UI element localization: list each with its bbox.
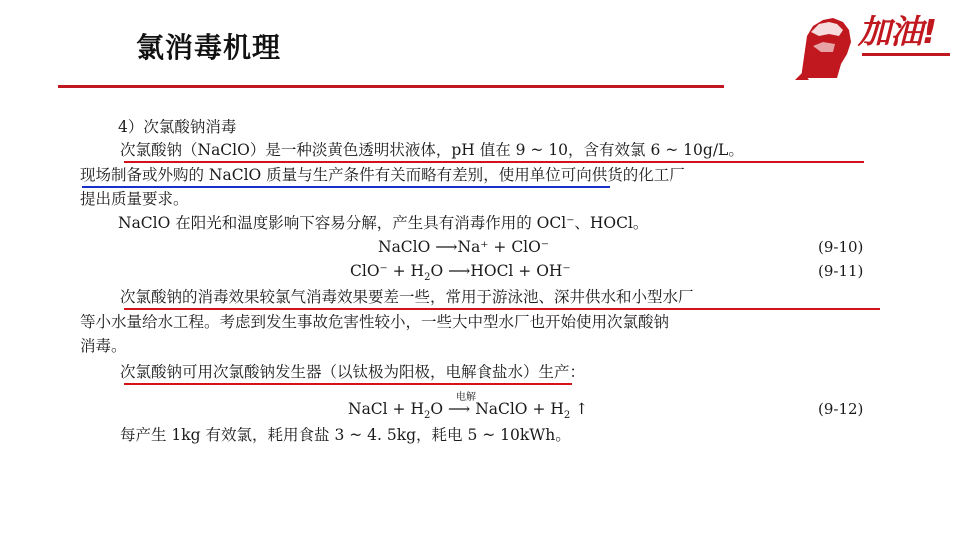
text-line-2b: ，使用单位可向供货的化工厂 xyxy=(483,166,685,184)
eq3-right-b: ↑ xyxy=(570,400,589,418)
equation-9-10 xyxy=(378,238,549,256)
logo-underline xyxy=(862,53,950,56)
textbook-excerpt xyxy=(80,110,892,455)
section-heading: 4）次氯酸钠消毒 xyxy=(118,118,237,136)
equation-number-9-12: (9-12) xyxy=(818,400,864,418)
red-underline-3 xyxy=(124,383,572,385)
text-line-3: 提出质量要求。 xyxy=(80,190,189,208)
equation-9-11 xyxy=(350,262,571,287)
text-line-5: 次氯酸钠的消毒效果较氯气消毒效果要差一些，常用于游泳池、深井供水和小型水厂 xyxy=(120,288,694,306)
equation-number-9-11: (9-11) xyxy=(818,262,864,280)
text-line-9: 每产生 1kg 有效氯，耗用食盐 3 ~ 4. 5kg，耗电 5 ~ 10kWh。 xyxy=(120,426,571,444)
eq1-right: Na⁺ + ClO⁻ xyxy=(457,238,550,256)
text-line-7: 消毒。 xyxy=(80,337,127,355)
eq3-left-sub: 2 xyxy=(423,410,431,422)
text-line-8: 次氯酸钠可用次氯酸钠发生器（以钛极为阳极，电解食盐水）生产： xyxy=(120,363,586,381)
red-underline-1 xyxy=(124,161,864,163)
text-line-2 xyxy=(80,166,685,184)
page-title: 氯消毒机理 xyxy=(136,31,282,64)
electrolysis-arrow: 电解 ⟶ xyxy=(448,400,470,418)
logo-text: 加油! xyxy=(858,12,937,51)
text-line-6: 等小水量给水工程。考虑到发生事故危害性较小，一些大中型水厂也开始使用次氯酸钠 xyxy=(80,313,670,331)
eq3-left-a: NaCl + H xyxy=(348,400,424,418)
text-line-2a: 现场制备或外购的 NaClO 质量与生产条件有关而略有差别 xyxy=(80,166,484,184)
eq3-left-b: O xyxy=(430,400,444,418)
red-underline-2 xyxy=(124,308,880,310)
eq2-left-sub: 2 xyxy=(424,272,431,284)
eq3-right-sub: 2 xyxy=(563,410,571,422)
eq2-left-b: O xyxy=(430,262,444,280)
equation-9-12 xyxy=(348,392,589,425)
eq1-left: NaClO xyxy=(378,238,431,256)
eq2-right: HOCl + OH⁻ xyxy=(470,262,571,280)
reaction-arrow: ⟶ xyxy=(435,238,458,256)
text-line-1: 次氯酸钠（NaClO）是一种淡黄色透明状液体，pH 值在 9 ~ 10，含有效氯 6 ~ 10g/L。 xyxy=(120,141,744,159)
eq2-left-a: ClO⁻ + H xyxy=(350,262,425,280)
arrow-label: 电解 xyxy=(456,392,477,403)
title-underline xyxy=(58,85,724,88)
eq3-right-a: NaClO + H xyxy=(475,400,564,418)
text-line-4: NaClO 在阳光和温度影响下容易分解，产生具有消毒作用的 OCl⁻、HOCl。 xyxy=(118,214,649,232)
blue-underline xyxy=(82,186,610,188)
equation-number-9-10: (9-10) xyxy=(818,238,864,256)
reaction-arrow: ⟶ xyxy=(448,262,471,280)
